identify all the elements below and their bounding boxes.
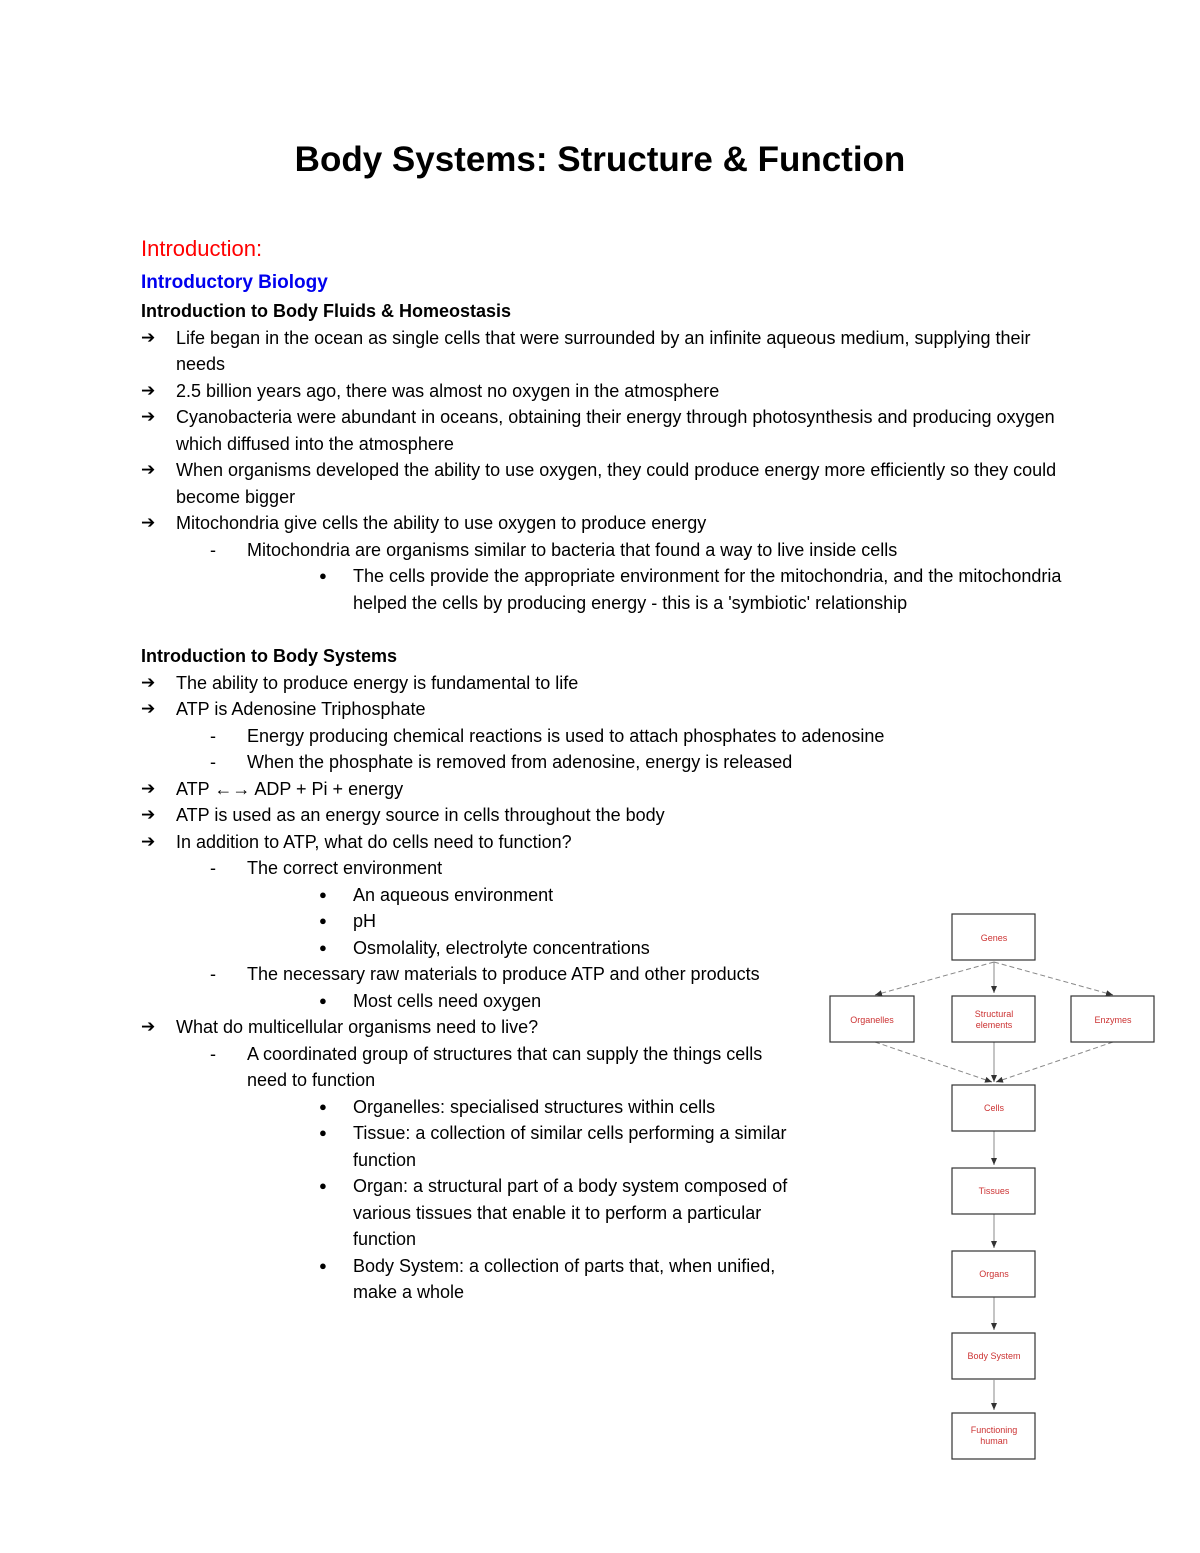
node-tissues-label: Tissues [978,1186,1010,1196]
node-cells-label: Cells [983,1103,1005,1113]
list-item [141,404,1071,457]
list-item [141,802,1071,829]
list-item-text: The correct environment [247,858,443,878]
section-heading-body-systems: Introduction to Body Systems [141,646,398,666]
arrow-genes-organelles [875,962,994,995]
arrow-bullet-icon: ➔ [141,380,156,400]
list-item-text: In addition to ATP, what do cells need to function? [176,831,572,852]
bullet-dot-icon: ● [319,939,327,955]
list-item [247,1253,806,1306]
sub-list [176,1041,806,1306]
bullet-dot-icon: ● [319,992,327,1008]
arrow-bullet-icon: ➔ [141,460,156,479]
list-item [247,882,1071,909]
list-item [141,457,1071,510]
dash-marker: - [210,725,216,746]
list-item [247,1120,806,1173]
body-hierarchy-flowchart [828,912,1158,1464]
list-item [176,537,1071,617]
node-body-system-label: Body System [967,1351,1021,1361]
list-item [247,1094,806,1121]
list-item-text: ATP is used as an energy source in cells throughout the body [176,805,665,825]
arrow-bullet-icon: ➔ [141,778,156,798]
section-heading-body-fluids: Introduction to Body Fluids & Homeostasis [141,301,512,321]
arrow-organelles-cells [875,1042,992,1082]
list-item [141,696,1071,776]
organisms-section [141,1014,806,1306]
list-item [247,563,1071,616]
list-item [176,1041,806,1306]
bullet-dot-icon: ● [319,1257,327,1273]
list-item [141,510,1071,616]
dash-marker: - [210,539,216,560]
list-item-text: Energy producing chemical reactions is used to attach phosphates to adenosine [247,725,885,746]
dash-marker: - [210,1043,216,1064]
dash-marker: - [210,964,216,984]
list-item-text: ATP ←→ ADP + Pi + energy [176,778,404,799]
node-structural-label-line2: elements [975,1020,1013,1030]
list-item-text: Life began in the ocean as single cells that were surrounded by an infinite aqueous medium, supplying their needs [176,327,1031,374]
list-item-text: Organ: a structural part of a body system composed of various tissues that enable it to perform a particular function [353,1176,788,1249]
page-title: Body Systems: Structure & Function [294,140,906,179]
list-item-text: Organelles: specialised structures within cells [353,1096,716,1117]
list-item [176,723,1071,750]
arrow-bullet-icon: ➔ [141,407,156,426]
list-item-text: Mitochondria are organisms similar to bacteria that found a way to live inside cells [247,539,898,560]
list-item [141,670,1071,697]
node-organelles-label: Organelles [850,1015,894,1025]
list-item-text: 2.5 billion years ago, there was almost no oxygen in the atmosphere [176,380,720,401]
section-heading-introduction: Introduction: [141,236,263,261]
dash-marker: - [210,752,216,772]
dash-marker: - [210,858,216,878]
list-item-text: Cyanobacteria were abundant in oceans, obtaining their energy through photosynthesis and producing oxygen which diffused into the atmosphere [176,407,1055,454]
list-item-text: What do multicellular organisms need to live? [176,1017,539,1037]
bullet-dot-icon: ● [319,886,327,902]
list-item-text: When the phosphate is removed from adenosine, energy is released [247,752,793,772]
list-item-text: Most cells need oxygen [353,990,542,1011]
list-item [141,1014,806,1306]
arrow-genes-enzymes [994,962,1113,995]
subsection-heading-introductory-biology: Introductory Biology [141,272,328,293]
list-item-text: The cells provide the appropriate environment for the mitochondria, and the mitochondria helped the cells by producing energy - this is a 'symbiotic' relationship [353,566,1062,613]
bullet-dot-icon: ● [319,1098,327,1114]
list-item [247,1173,806,1253]
arrow-bullet-icon: ➔ [141,513,156,532]
node-organs-label: Organs [979,1269,1009,1279]
list-item-text: The ability to produce energy is fundamental to life [176,672,579,693]
sub-list [176,723,1071,776]
bullet-dot-icon: ● [319,1178,327,1193]
body-fluids-section [141,298,1071,616]
arrow-bullet-icon: ➔ [141,805,156,824]
bullet-dot-icon: ● [319,913,327,928]
list-item-text: Tissue: a collection of similar cells performing a similar function [353,1123,787,1170]
sub-list [176,537,1071,617]
list-item-text: An aqueous environment [353,884,554,905]
arrow-bullet-icon: ➔ [141,1017,156,1036]
list-item-text: Body System: a collection of parts that, when unified, make a whole [353,1255,776,1302]
sub-list [247,1094,806,1306]
list-item [141,776,1071,803]
node-functioning-label-line1: Functioning [970,1425,1018,1435]
arrow-bullet-icon: ➔ [141,699,156,718]
arrow-bullet-icon: ➔ [141,327,156,347]
node-structural-box [952,996,1035,1042]
node-enzymes-label: Enzymes [1094,1015,1132,1025]
list-item-text: Osmolality, electrolyte concentrations [353,937,650,958]
list-item-text: pH [353,911,377,931]
organisms-list [141,1014,806,1306]
bullet-dot-icon: ● [319,1125,327,1140]
list-item-text: Mitochondria give cells the ability to use oxygen to produce energy [176,513,707,533]
bullet-dot-icon: ● [319,568,327,583]
body-fluids-list [141,325,1071,617]
sub-list [247,563,1071,616]
list-item [141,378,1071,405]
arrow-bullet-icon: ➔ [141,672,156,692]
list-item-text: When organisms developed the ability to use oxygen, they could produce energy more efficiently so they could become bigger [176,460,1057,507]
arrow-enzymes-cells [996,1042,1113,1082]
list-item-text: A coordinated group of structures that can supply the things cells need to function [247,1043,763,1090]
list-item [141,325,1071,378]
list-item-text: ATP is Adenosine Triphosphate [176,699,426,719]
arrow-bullet-icon: ➔ [141,831,156,851]
node-genes-label: Genes [980,933,1008,943]
node-structural-label-line1: Structural [974,1009,1014,1019]
list-item [176,749,1071,776]
list-item-text: The necessary raw materials to produce ATP and other products [247,964,760,984]
node-functioning-label-line2: human [980,1436,1008,1446]
